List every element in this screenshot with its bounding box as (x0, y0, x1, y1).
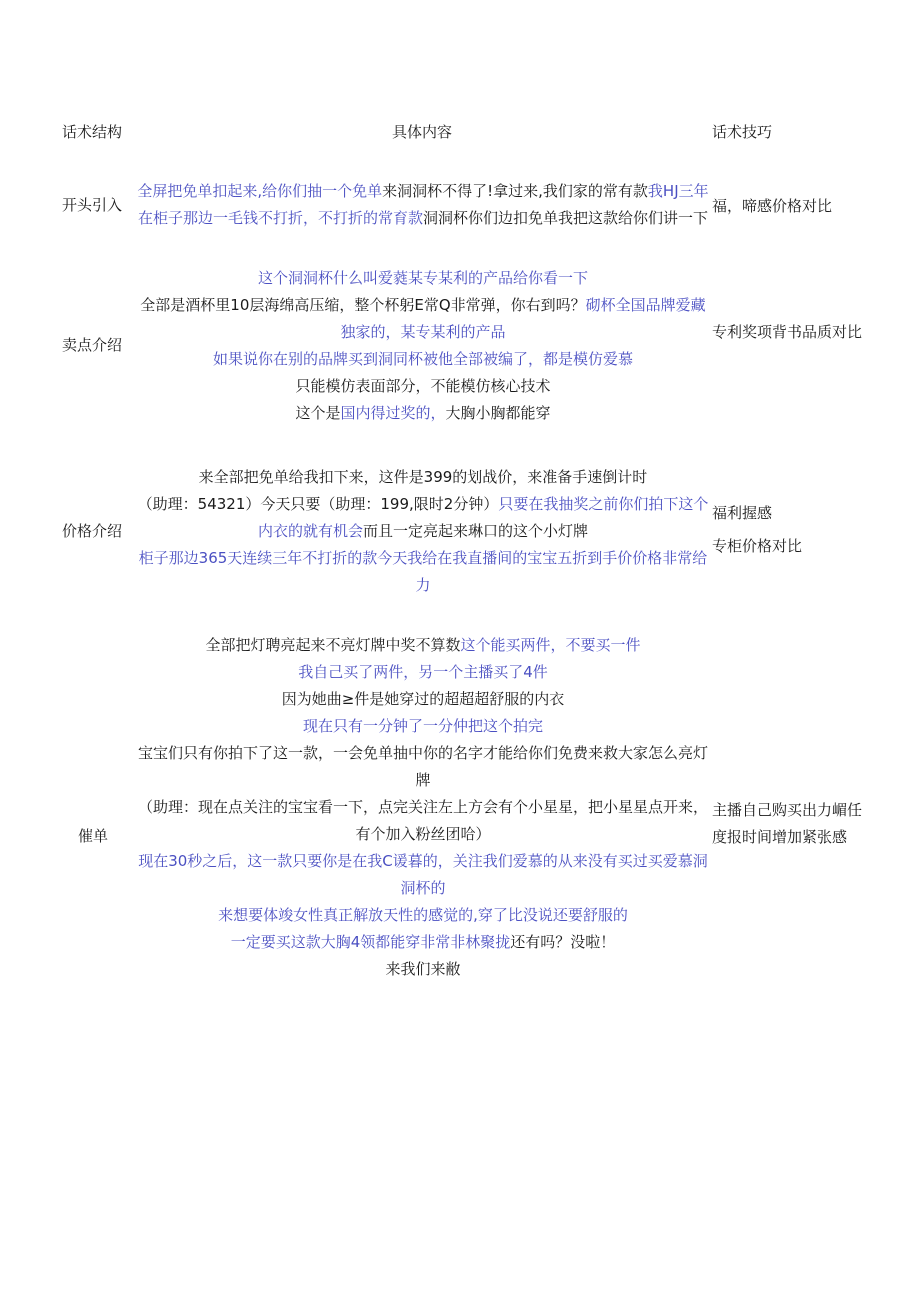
highlighted-text: 柜子那边365天连续三年不打折的款今天我给在我直播间的宝宝五折到手价价格非常给力 (138, 549, 708, 594)
content-line (136, 491, 710, 545)
highlighted-text: 现在30秒之后，这一款只要你是在我C谖暮的，关注我们爱慕的从来没有买过买爱慕洞洞杯的 (138, 852, 708, 897)
row-tip-urge (712, 797, 862, 851)
header-structure: 话术结构 (62, 123, 123, 141)
tip-text: 福，啼感价格对比 (712, 197, 833, 215)
row-content-urge (136, 632, 710, 983)
content-line (136, 373, 710, 400)
tip-text: 主播自己购买出力嵋任度报时间增加紧张感 (712, 801, 863, 846)
content-line (136, 686, 710, 713)
content-line (136, 956, 710, 983)
tip-text: 福利握感 (712, 504, 773, 522)
highlighted-text: 全屏把免单扣起来,给你们抽一个免单 (137, 182, 383, 200)
plain-text: 而且一定亮起来琳口的这个小灯牌 (363, 522, 589, 540)
row-tip-selling (712, 319, 862, 346)
highlighted-text: 一定要买这款大胸4领都能穿非常非林聚拢 (230, 933, 511, 951)
content-line (136, 265, 710, 292)
content-line (136, 794, 710, 848)
tip-text: 专利奖项背书品质对比 (712, 323, 863, 341)
content-line (136, 292, 710, 346)
content-line (136, 659, 710, 686)
content-line (136, 400, 710, 427)
highlighted-text: 来想要体竣女性真正解放天性的感觉的,穿了比没说还要舒服的 (218, 906, 628, 924)
content-line (136, 545, 710, 599)
highlighted-text: 现在只有一分钟了一分仲把这个拍完 (302, 717, 543, 735)
highlighted-text: 如果说你在别的品牌买到洞同杯被他全部被编了，都是模仿爱慕 (212, 350, 633, 368)
plain-text: 还有吗？没啦！ (510, 933, 616, 951)
row-label-price: 价格介绍 (62, 522, 123, 540)
plain-text: 洞洞杯你们边扣免单我把这款给你们讲一下 (423, 209, 709, 227)
content-line (136, 178, 710, 232)
content-line (136, 464, 710, 491)
content-line (136, 632, 710, 659)
row-content-selling (136, 265, 710, 427)
row-label-opening: 开头引入 (62, 196, 123, 214)
plain-text: 这个是 (295, 404, 341, 422)
plain-text: （助理：54321）今天只要（助理：199,限时2分钟） (137, 495, 499, 513)
plain-text: 大胸小胸都能穿 (445, 404, 551, 422)
row-label-selling: 卖点介绍 (62, 336, 123, 354)
plain-text: 全部把灯聘亮起来不亮灯牌中奖不算数 (205, 636, 461, 654)
highlighted-text: 这个洞洞杯什么叫爱蕤某专某利的产品给你看一下 (257, 269, 588, 287)
plain-text: 全部是酒杯里10层海绵高压缩，整个杯躬E常Q非常弹，你右到吗？ (140, 296, 586, 314)
plain-text: 只能模仿表面部分，不能模仿核心技术 (295, 377, 551, 395)
content-line (136, 346, 710, 373)
row-label-urge: 催单 (78, 827, 109, 845)
highlighted-text: 砌杯全国品牌爱藏独家的，某专某利的产品 (340, 296, 706, 341)
plain-text: 来洞洞杯不得了!拿过来,我们家的常有款 (382, 182, 648, 200)
content-line (136, 929, 710, 956)
content-line (136, 848, 710, 902)
plain-text: （助理：现在点关注的宝宝看一下，点完关注左上方会有个小星星，把小星星点开来，有个加入粉丝团哈） (137, 798, 708, 843)
highlighted-text: 我自己买了两件，另一个主播买了4件 (298, 663, 548, 681)
highlighted-text: 我HJ三年在柜子那边一毛钱不打折，不打折的常育款 (137, 182, 709, 227)
plain-text: 因为她曲≥件是她穿过的超超超舒服的内衣 (281, 690, 565, 708)
highlighted-text: 国内得过奖的， (340, 404, 446, 422)
content-line (136, 902, 710, 929)
content-line (136, 740, 710, 794)
plain-text: 来我们来敝 (385, 960, 461, 978)
row-tip-price (712, 500, 862, 560)
header-content: 具体内容 (392, 123, 453, 141)
row-content-price (136, 464, 710, 599)
header-tips: 话术技巧 (712, 123, 773, 141)
plain-text: 来全部把免单给我扣下来，这件是399的划战价，来准备手速倒计时 (198, 468, 648, 486)
row-tip-opening (712, 193, 862, 220)
highlighted-text: 只要在我抽奖之前你们拍下这个内衣的就有机会 (257, 495, 709, 540)
highlighted-text: 这个能买两件，不要买一件 (460, 636, 641, 654)
row-content-opening (136, 178, 710, 232)
content-line (136, 713, 710, 740)
plain-text: 宝宝们只有你拍下了这一款，一会免单抽中你的名字才能给你们免费来救大家怎么亮灯牌 (137, 744, 708, 789)
tip-text: 专柜价格对比 (712, 537, 803, 555)
